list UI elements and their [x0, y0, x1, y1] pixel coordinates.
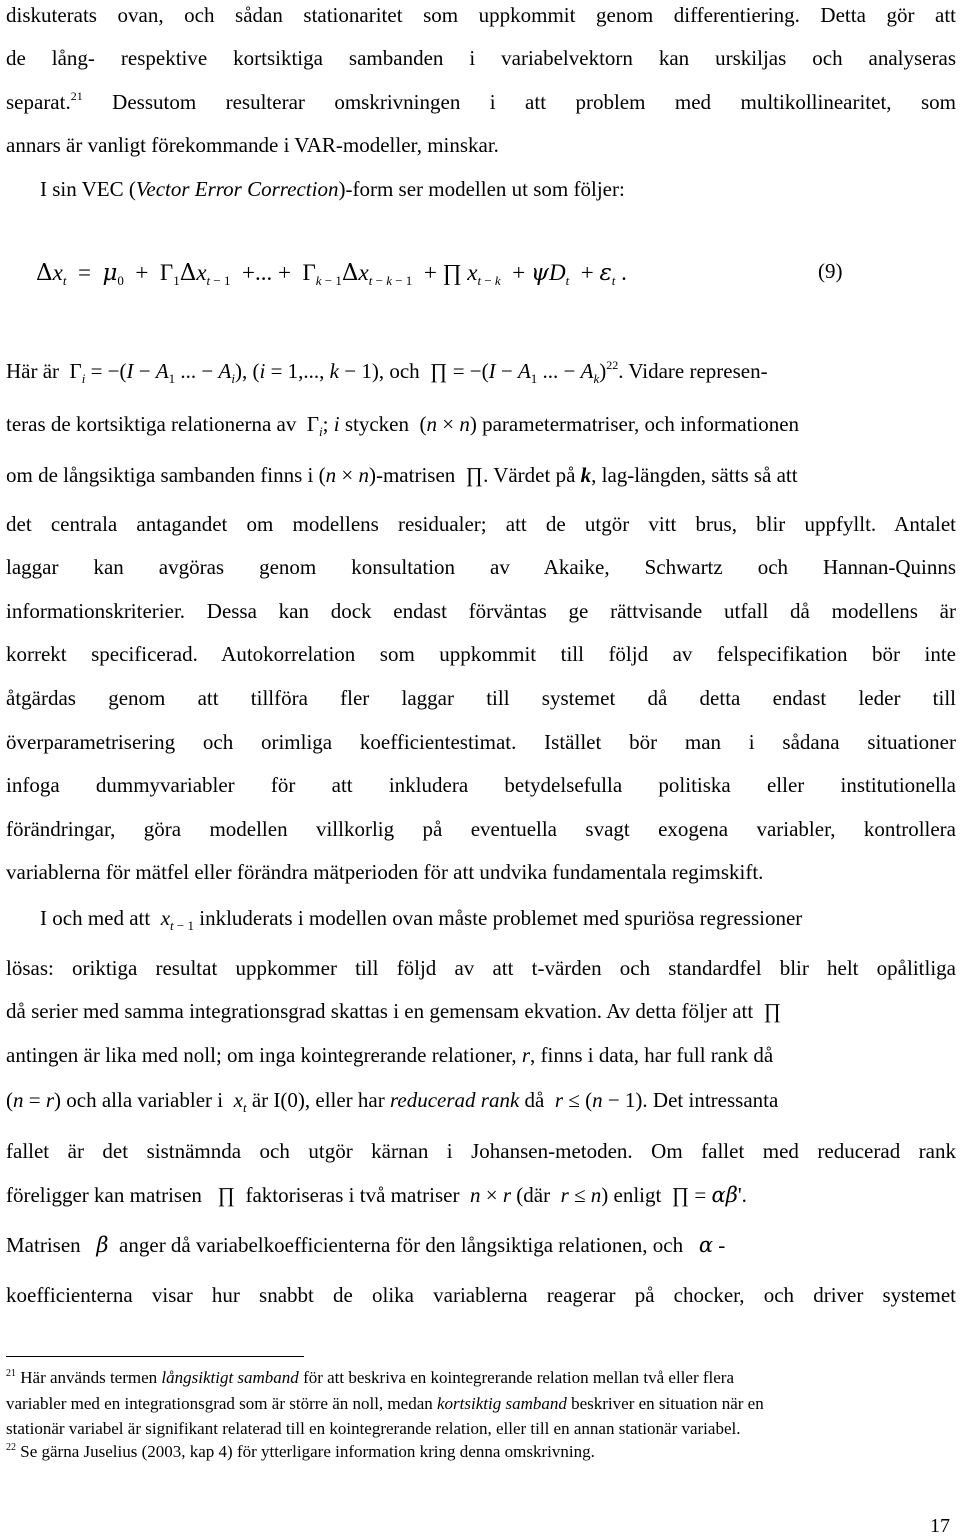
body-line	[6, 1232, 956, 1258]
math: ∏	[465, 463, 484, 487]
body-line	[40, 905, 956, 931]
text: )-form ser modellen ut som följer:	[338, 177, 625, 201]
math: $x_t$	[233, 1088, 247, 1115]
text: ) enligt	[601, 1183, 662, 1207]
body-line: laggar kan avgöras genom konsultation av Akaike, Schwartz och Hannan-Quinns	[6, 555, 956, 579]
text: stycken	[339, 412, 409, 436]
text: separat.	[6, 90, 71, 114]
text: . Värdet på	[483, 463, 581, 487]
text: är I(0), eller har	[246, 1088, 390, 1112]
math: $\Gamma_i = -(I - A_1$ ... − $A_i$), (i = 1,..., k − 1)	[69, 359, 379, 386]
equation-number: (9)	[818, 259, 843, 283]
text: Dessutom resulterar omskrivningen i att problem med multikollinearitet, som	[82, 90, 956, 114]
body-line: koefficienterna visar hur snabbt de olika variablerna reagerar på chocker, och driver systemet	[6, 1283, 956, 1307]
italic-text: Vector Error Correction	[135, 177, 339, 201]
body-line	[6, 998, 956, 1024]
math: β	[96, 1233, 109, 1257]
body-line	[6, 89, 956, 115]
text: . Det intressanta	[642, 1088, 779, 1112]
text: anger då variabelkoefficienterna för den långsiktiga relationen, och	[113, 1233, 684, 1257]
text: då	[519, 1088, 545, 1112]
text: (där	[511, 1183, 551, 1207]
body-line: variablerna för mätfel eller förändra mätperioden för att undvika fundamentala regimskift.	[6, 860, 764, 884]
body-line: fallet är det sistnämnda och utgör kärnan i Johansen-metoden. Om fallet med reducerad rank	[6, 1139, 956, 1163]
italic-text: reducerad rank	[390, 1088, 520, 1112]
body-line	[6, 1087, 956, 1113]
text: Här används termen	[16, 1368, 162, 1387]
body-line: åtgärdas genom att tillföra fler laggar till systemet då detta endast leder till	[6, 686, 956, 710]
equation-9: $\Delta x_t = \mu_0 + \Gamma_1\Delta x_{t - 1}$ +... + $\Gamma_{k - 1}\Delta x_{t - k - 1}$ + ∏ $x_{t - k} + \psi D_t + \varepsilon_t$ .	[36, 260, 627, 288]
bold-text: k	[580, 463, 592, 487]
text: I sin VEC (	[40, 177, 136, 201]
body-line: överparametrisering och orimliga koefficientestimat. Istället bör man i sådana situationer	[6, 730, 956, 754]
text: inkluderats i modellen ovan måste problemet med spuriösa regressioner	[194, 906, 803, 930]
footnote-ref: 21	[70, 89, 83, 103]
math: (n = r)	[6, 1088, 62, 1112]
text: om de långsiktiga sambanden finns i	[6, 463, 314, 487]
text: för att beskriva en kointegrerande relation mellan två eller flera	[298, 1368, 734, 1387]
body-line: annars är vanligt förekommande i VAR-modeller, minskar.	[6, 133, 499, 157]
text: , och	[378, 359, 420, 383]
footnote-21-cont: stationär variabel är signifikant relaterad till en kointegrerande relation, eller till en annan stationär variabel.	[6, 1419, 741, 1438]
text: Här är	[6, 359, 60, 383]
text: då serier med samma integrationsgrad skattas i en gemensam ekvation. Av detta följer att	[6, 999, 754, 1023]
text: och alla variabler i	[61, 1088, 224, 1112]
page-number: 17	[930, 1515, 950, 1537]
text: faktoriseras i två matriser	[240, 1183, 460, 1207]
body-line	[6, 1182, 956, 1208]
math: (n × n)	[318, 463, 376, 487]
body-line: diskuterats ovan, och sådan stationaritet som uppkommit genom differentiering. Detta gör att	[6, 3, 956, 27]
math: ∏	[763, 999, 781, 1023]
body-line	[6, 1042, 956, 1068]
math: ∏ = αβ'.	[671, 1183, 747, 1207]
text: beskriver en situation när en	[566, 1394, 764, 1413]
math: r ≤ n	[560, 1183, 602, 1207]
body-line: korrekt specificerad. Autokorrelation som uppkommit till följd av felspecifikation bör inte	[6, 642, 956, 666]
math: r	[521, 1043, 530, 1067]
text: I och med att	[40, 906, 151, 930]
text: Matrisen	[6, 1233, 81, 1257]
text: . Vidare represen-	[618, 359, 768, 383]
text: variabler med en integrationsgrad som är större än noll, medan	[6, 1394, 437, 1413]
body-line: lösas: oriktiga resultat uppkommer till följd av att t-värden och standardfel blir helt opålitliga	[6, 956, 956, 980]
text: antingen är lika med noll; om inga kointegrerande relationer,	[6, 1043, 517, 1067]
text: parametermatriser, och informationen	[476, 412, 800, 436]
body-line	[6, 462, 956, 488]
footnote-number: 22	[6, 1442, 16, 1453]
italic-text: långsiktigt samband	[161, 1368, 299, 1387]
italic-text: i	[333, 412, 340, 436]
text: ;	[322, 412, 334, 436]
math: r ≤ (n − 1)	[554, 1088, 643, 1112]
text: Se gärna Juselius (2003, kap 4) för ytterligare information kring denna omskrivning.	[16, 1442, 595, 1461]
italic-text: kortsiktig samband	[437, 1394, 567, 1413]
text: -	[713, 1233, 726, 1257]
footnote-22	[6, 1442, 944, 1462]
math: ∏	[217, 1183, 235, 1207]
body-line	[40, 176, 956, 202]
math: $x_{t - 1}$	[160, 906, 195, 933]
footnote-ref: 22	[606, 358, 619, 372]
text: föreligger kan matrisen	[6, 1183, 202, 1207]
footnote-21-cont	[6, 1394, 944, 1414]
body-line: infoga dummyvariabler för att inkludera betydelsefulla politiska eller institutionella	[6, 773, 956, 797]
text: teras de kortsiktiga relationerna av	[6, 412, 297, 436]
footnote-separator	[6, 1356, 304, 1357]
math: $\Gamma_i$	[306, 412, 323, 439]
math: ∏ = $-(I - A_1$ ... − $A_k$)	[430, 359, 607, 386]
text: -matrisen	[375, 463, 456, 487]
math: (n × n)	[419, 412, 477, 436]
math: n × r	[469, 1183, 511, 1207]
math: α	[698, 1233, 714, 1257]
body-line	[6, 358, 956, 384]
footnote-21	[6, 1368, 944, 1388]
text: , finns i data, har full rank då	[530, 1043, 774, 1067]
text: , lag-längden, sätts så att	[591, 463, 798, 487]
footnote-number: 21	[6, 1368, 16, 1379]
body-line: det centrala antagandet om modellens residualer; att de utgör vitt brus, blir uppfyllt. Antalet	[6, 512, 956, 536]
body-line: de lång- respektive kortsiktiga sambanden i variabelvektorn kan urskiljas och analyseras	[6, 46, 956, 70]
body-line	[6, 411, 956, 437]
body-line: informationskriterier. Dessa kan dock endast förväntas ge rättvisande utfall då modellens är	[6, 599, 956, 623]
body-line: förändringar, göra modellen villkorlig på eventuella svagt exogena variabler, kontrollera	[6, 817, 956, 841]
